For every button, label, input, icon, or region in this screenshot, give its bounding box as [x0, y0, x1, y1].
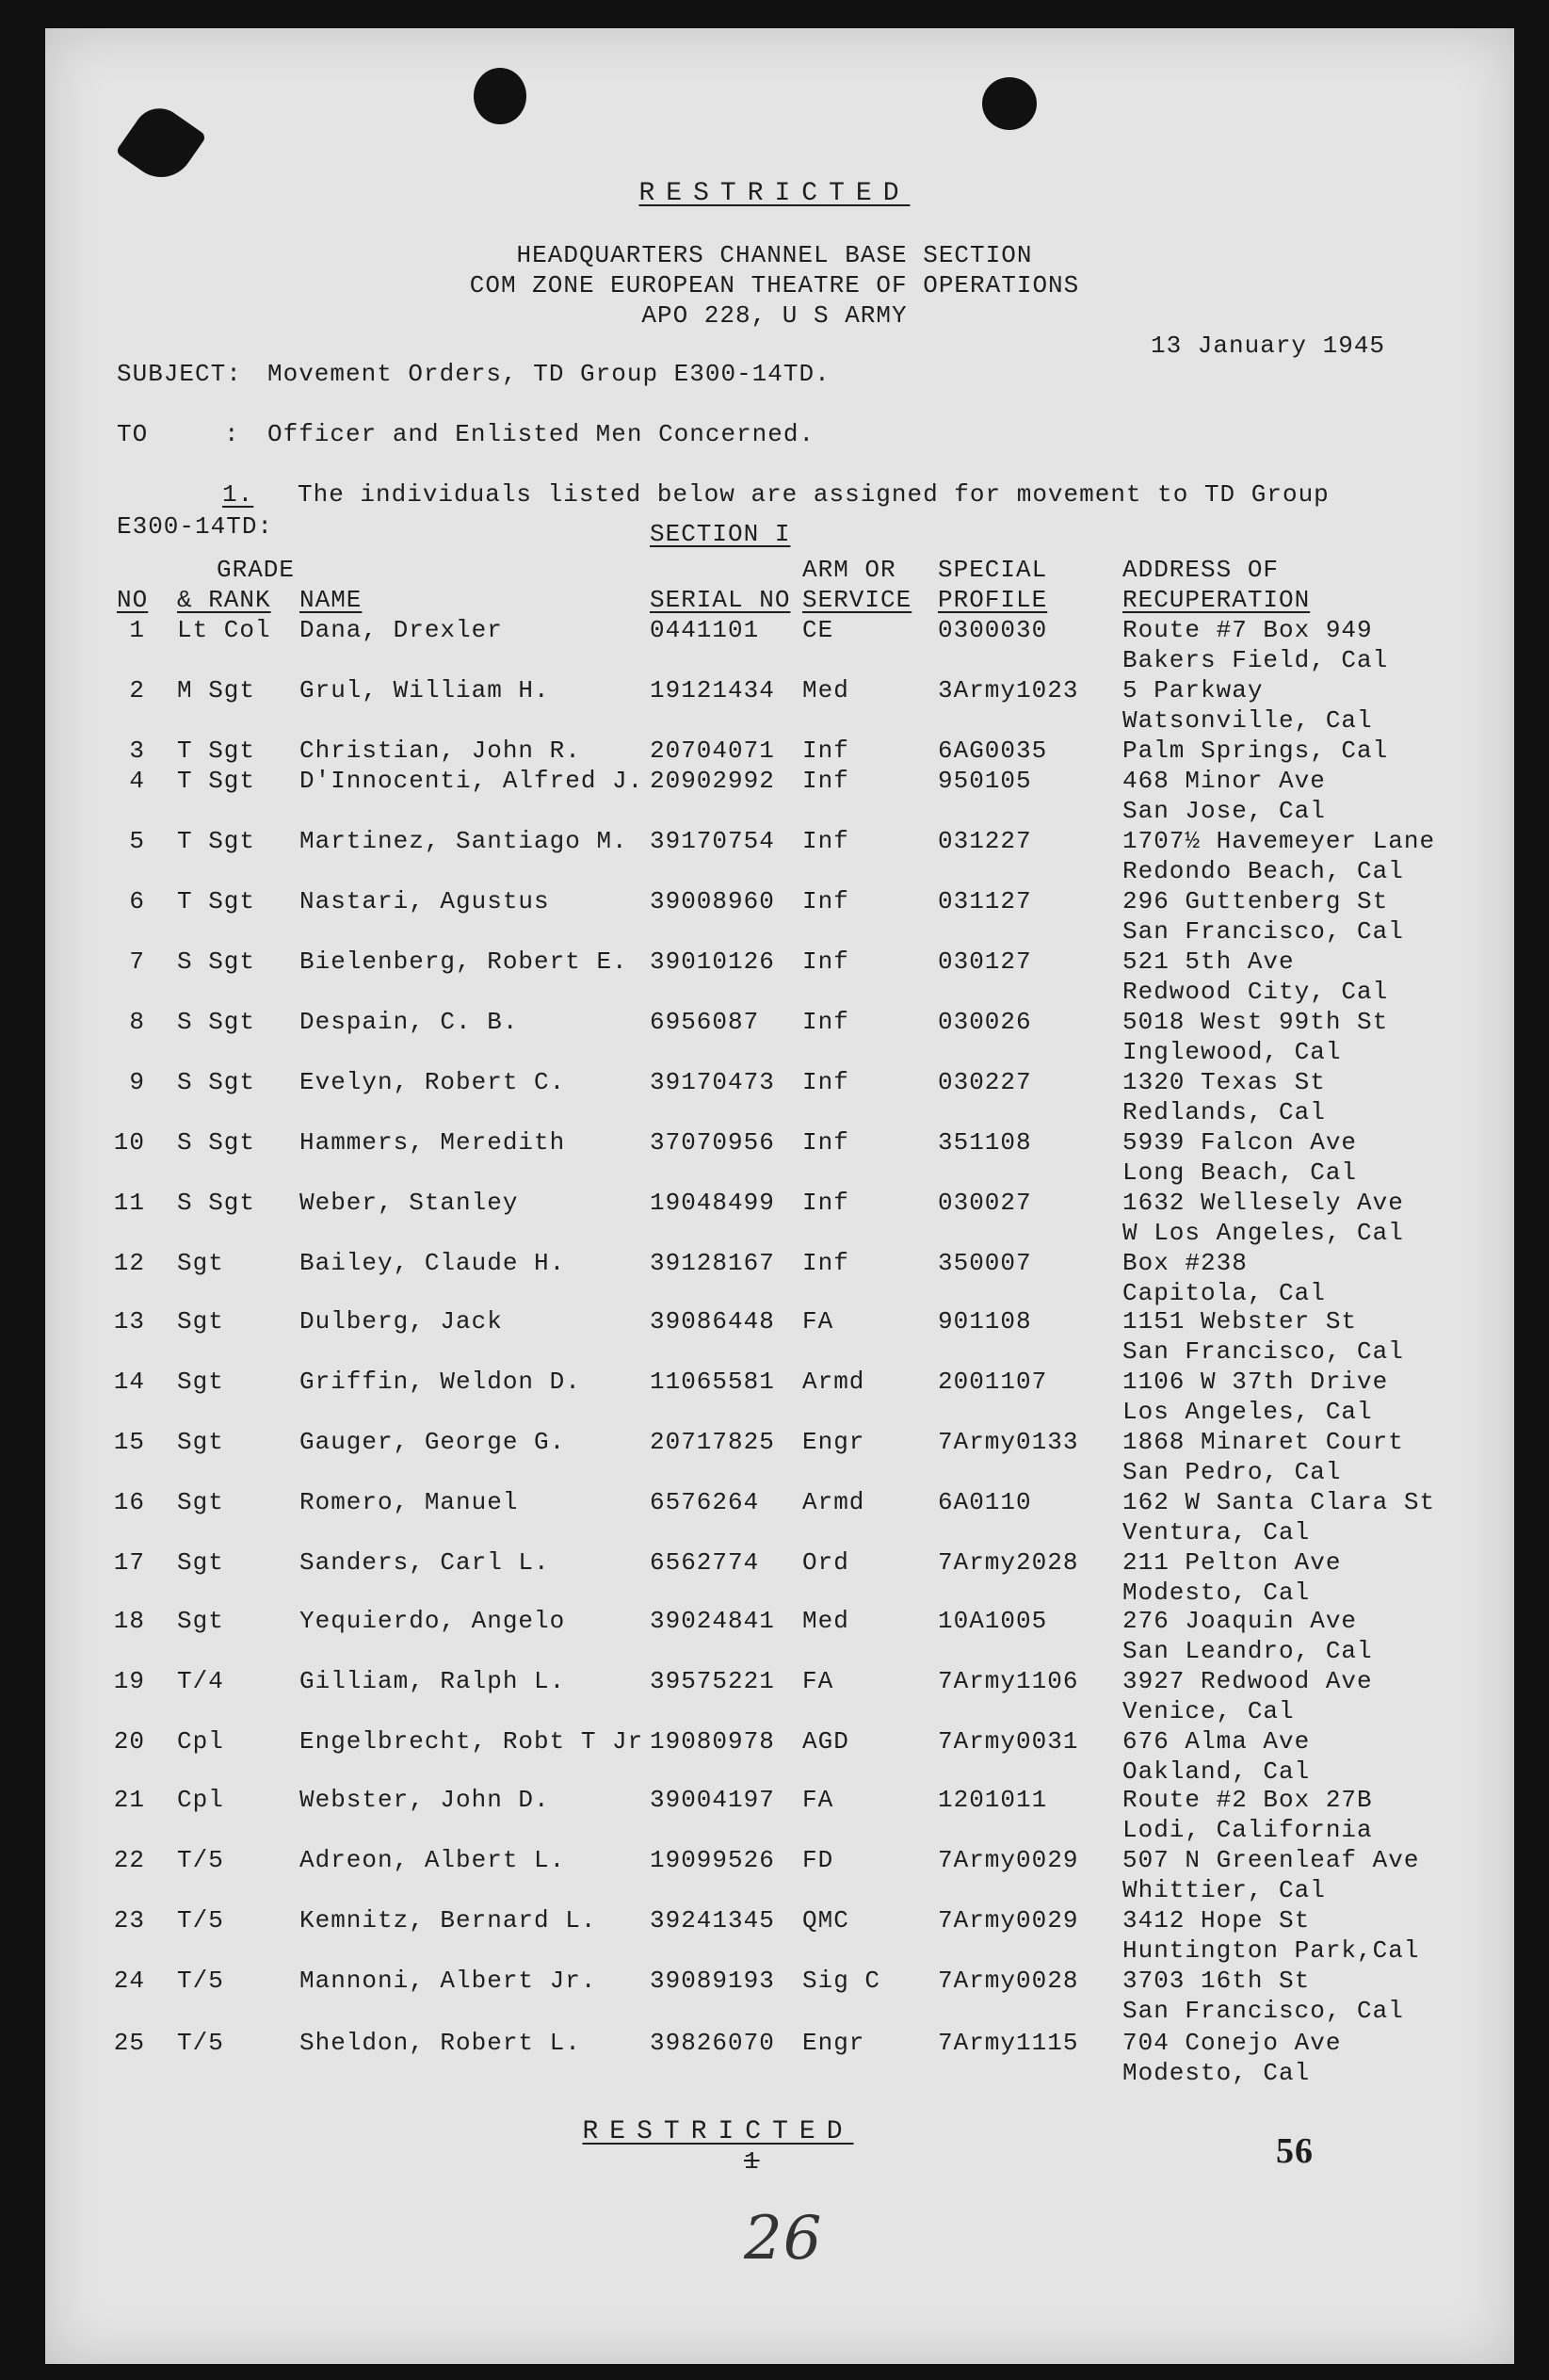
- cell-arm: Inf: [802, 767, 849, 795]
- cell-profile: 7Army0031: [938, 1727, 1079, 1756]
- cell-serial: 20704071: [650, 737, 775, 765]
- subject-label: SUBJECT:: [117, 360, 242, 388]
- paragraph-continuation: E300-14TD:: [117, 512, 274, 541]
- cell-arm: Inf: [802, 1189, 849, 1217]
- cell-no: 3: [129, 737, 145, 765]
- cell-arm: Inf: [802, 947, 849, 976]
- cell-serial: 39241345: [650, 1906, 775, 1935]
- cell-profile: 7Army0028: [938, 1967, 1079, 1995]
- cell-grade: Sgt: [177, 1607, 224, 1635]
- cell-name: Bailey, Claude H.: [299, 1249, 566, 1277]
- cell-grade: T/5: [177, 2029, 224, 2057]
- header-serial: SERIAL NO: [650, 586, 791, 614]
- header-name: NAME: [299, 586, 363, 614]
- cell-address-line2: San Pedro, Cal: [1122, 1458, 1342, 1486]
- cell-profile: 7Army0029: [938, 1846, 1079, 1874]
- cell-arm: Engr: [802, 2029, 865, 2057]
- cell-profile: 6A0110: [938, 1488, 1032, 1516]
- cell-grade: T Sgt: [177, 767, 256, 795]
- cell-address-line1: 1320 Texas St: [1122, 1068, 1326, 1096]
- cell-address-line2: Redlands, Cal: [1122, 1098, 1326, 1126]
- paragraph-text: The individuals listed below are assigned for movement to TD Group: [298, 480, 1330, 509]
- cell-address-line2: Bakers Field, Cal: [1122, 646, 1389, 674]
- cell-arm: Engr: [802, 1428, 865, 1456]
- paragraph-number: 1.: [222, 480, 254, 509]
- cell-arm: Inf: [802, 887, 849, 915]
- cell-profile: 6AG0035: [938, 737, 1048, 765]
- cell-no: 9: [129, 1068, 145, 1096]
- header-arm-1: ARM OR: [802, 556, 896, 584]
- cell-profile: 901108: [938, 1307, 1032, 1336]
- cell-address-line2: San Francisco, Cal: [1122, 1997, 1404, 2025]
- cell-address-line1: 276 Joaquin Ave: [1122, 1607, 1358, 1635]
- cell-serial: 39086448: [650, 1307, 775, 1336]
- cell-address-line2: San Francisco, Cal: [1122, 1337, 1404, 1366]
- cell-address-line2: San Leandro, Cal: [1122, 1637, 1373, 1665]
- cell-profile: 031127: [938, 887, 1032, 915]
- cell-arm: Ord: [802, 1548, 849, 1577]
- cell-no: 5: [129, 827, 145, 855]
- cell-arm: AGD: [802, 1727, 849, 1756]
- header-no: NO: [117, 586, 149, 614]
- cell-address-line2: W Los Angeles, Cal: [1122, 1219, 1404, 1247]
- org-line-2: COM ZONE EUROPEAN THEATRE OF OPERATIONS: [469, 271, 1080, 300]
- cell-grade: T/5: [177, 1846, 224, 1874]
- cell-address-line1: 676 Alma Ave: [1122, 1727, 1311, 1756]
- cell-address-line1: 211 Pelton Ave: [1122, 1548, 1342, 1577]
- cell-arm: Sig C: [802, 1967, 881, 1995]
- cell-serial: 19048499: [650, 1189, 775, 1217]
- cell-grade: S Sgt: [177, 1068, 256, 1096]
- cell-grade: Sgt: [177, 1428, 224, 1456]
- page-mark: 1: [744, 2147, 760, 2176]
- to-colon: :: [224, 420, 240, 448]
- cell-name: Sheldon, Robert L.: [299, 2029, 581, 2057]
- cell-serial: 39575221: [650, 1667, 775, 1695]
- cell-address-line1: 521 5th Ave: [1122, 947, 1295, 976]
- cell-no: 11: [113, 1189, 145, 1217]
- org-line-1: HEADQUARTERS CHANNEL BASE SECTION: [516, 241, 1033, 269]
- cell-address-line2: Lodi, California: [1122, 1816, 1373, 1844]
- document-date: 13 January 1945: [1151, 332, 1386, 360]
- cell-name: Despain, C. B.: [299, 1008, 519, 1036]
- header-address-1: ADDRESS OF: [1122, 556, 1280, 584]
- cell-profile: 7Army0029: [938, 1906, 1079, 1935]
- cell-address-line2: Inglewood, Cal: [1122, 1038, 1342, 1066]
- cell-grade: S Sgt: [177, 947, 256, 976]
- cell-no: 17: [113, 1548, 145, 1577]
- cell-arm: FA: [802, 1307, 834, 1336]
- cell-arm: Armd: [802, 1368, 865, 1396]
- cell-no: 23: [113, 1906, 145, 1935]
- cell-address-line1: 296 Guttenberg St: [1122, 887, 1389, 915]
- cell-address-line1: 3703 16th St: [1122, 1967, 1311, 1995]
- cell-address-line2: Redwood City, Cal: [1122, 978, 1389, 1006]
- cell-address-line1: 704 Conejo Ave: [1122, 2029, 1342, 2057]
- cell-arm: QMC: [802, 1906, 849, 1935]
- cell-profile: 0300030: [938, 616, 1048, 644]
- cell-grade: M Sgt: [177, 676, 256, 704]
- cell-profile: 351108: [938, 1128, 1032, 1157]
- header-arm-2: SERVICE: [802, 586, 912, 614]
- cell-serial: 39004197: [650, 1786, 775, 1814]
- cell-arm: Med: [802, 676, 849, 704]
- cell-serial: 6576264: [650, 1488, 760, 1516]
- org-line-3: APO 228, U S ARMY: [641, 301, 908, 330]
- cell-arm: Inf: [802, 1249, 849, 1277]
- cell-no: 13: [113, 1307, 145, 1336]
- cell-name: Webster, John D.: [299, 1786, 550, 1814]
- cell-no: 6: [129, 887, 145, 915]
- cell-grade: S Sgt: [177, 1128, 256, 1157]
- cell-profile: 030027: [938, 1189, 1032, 1217]
- header-grade-1: GRADE: [217, 556, 296, 584]
- cell-arm: FA: [802, 1786, 834, 1814]
- cell-grade: S Sgt: [177, 1008, 256, 1036]
- cell-arm: Inf: [802, 737, 849, 765]
- cell-name: Griffin, Weldon D.: [299, 1368, 581, 1396]
- cell-address-line2: Whittier, Cal: [1122, 1876, 1326, 1904]
- cell-serial: 6956087: [650, 1008, 760, 1036]
- cell-no: 20: [113, 1727, 145, 1756]
- to-label: TO: [117, 420, 149, 448]
- cell-address-line2: Venice, Cal: [1122, 1697, 1295, 1725]
- cell-name: Evelyn, Robert C.: [299, 1068, 566, 1096]
- cell-arm: Inf: [802, 827, 849, 855]
- classification-bottom: RESTRICTED: [582, 2117, 854, 2146]
- cell-no: 7: [129, 947, 145, 976]
- cell-name: Romero, Manuel: [299, 1488, 519, 1516]
- cell-no: 25: [113, 2029, 145, 2057]
- cell-grade: Sgt: [177, 1249, 224, 1277]
- cell-serial: 39170754: [650, 827, 775, 855]
- cell-no: 15: [113, 1428, 145, 1456]
- cell-address-line1: Route #7 Box 949: [1122, 616, 1373, 644]
- cell-name: Engelbrecht, Robt T Jr: [299, 1727, 644, 1756]
- cell-name: Christian, John R.: [299, 737, 581, 765]
- cell-arm: CE: [802, 616, 834, 644]
- cell-serial: 11065581: [650, 1368, 775, 1396]
- cell-grade: T Sgt: [177, 737, 256, 765]
- cell-profile: 1201011: [938, 1786, 1048, 1814]
- cell-no: 19: [113, 1667, 145, 1695]
- cell-name: Gauger, George G.: [299, 1428, 566, 1456]
- cell-profile: 2001107: [938, 1368, 1048, 1396]
- torn-corner: [115, 98, 206, 189]
- header-profile-1: SPECIAL: [938, 556, 1048, 584]
- cell-name: Adreon, Albert L.: [299, 1846, 566, 1874]
- cell-grade: T Sgt: [177, 827, 256, 855]
- cell-name: Grul, William H.: [299, 676, 550, 704]
- cell-address-line2: Long Beach, Cal: [1122, 1158, 1358, 1187]
- cell-profile: 7Army1106: [938, 1667, 1079, 1695]
- cell-address-line1: 1632 Wellesely Ave: [1122, 1189, 1404, 1217]
- cell-grade: Cpl: [177, 1786, 224, 1814]
- cell-address-line2: San Francisco, Cal: [1122, 917, 1404, 946]
- cell-no: 8: [129, 1008, 145, 1036]
- cell-serial: 39170473: [650, 1068, 775, 1096]
- cell-grade: Sgt: [177, 1368, 224, 1396]
- cell-no: 14: [113, 1368, 145, 1396]
- cell-grade: Sgt: [177, 1548, 224, 1577]
- cell-address-line1: 5 Parkway: [1122, 676, 1264, 704]
- cell-profile: 7Army0133: [938, 1428, 1079, 1456]
- cell-serial: 19080978: [650, 1727, 775, 1756]
- cell-profile: 7Army1115: [938, 2029, 1079, 2057]
- cell-arm: Med: [802, 1607, 849, 1635]
- cell-address-line1: Box #238: [1122, 1249, 1248, 1277]
- cell-address-line2: Oakland, Cal: [1122, 1757, 1311, 1786]
- cell-address-line2: Modesto, Cal: [1122, 2059, 1311, 2087]
- cell-address-line1: 3412 Hope St: [1122, 1906, 1311, 1935]
- cell-no: 18: [113, 1607, 145, 1635]
- cell-no: 12: [113, 1249, 145, 1277]
- cell-name: Kemnitz, Bernard L.: [299, 1906, 597, 1935]
- cell-profile: 7Army2028: [938, 1548, 1079, 1577]
- cell-name: Dana, Drexler: [299, 616, 503, 644]
- section-title: SECTION I: [650, 520, 791, 548]
- cell-address-line1: 1707½ Havemeyer Lane: [1122, 827, 1436, 855]
- cell-grade: T/4: [177, 1667, 224, 1695]
- cell-serial: 37070956: [650, 1128, 775, 1157]
- cell-profile: 031227: [938, 827, 1032, 855]
- cell-address-line1: Route #2 Box 27B: [1122, 1786, 1373, 1814]
- cell-address-line2: Ventura, Cal: [1122, 1518, 1311, 1546]
- cell-address-line2: Watsonville, Cal: [1122, 706, 1373, 735]
- cell-name: Sanders, Carl L.: [299, 1548, 550, 1577]
- header-address-2: RECUPERATION: [1122, 586, 1311, 614]
- cell-address-line2: Los Angeles, Cal: [1122, 1398, 1373, 1426]
- cell-serial: 6562774: [650, 1548, 760, 1577]
- cell-name: Dulberg, Jack: [299, 1307, 503, 1336]
- cell-serial: 39008960: [650, 887, 775, 915]
- cell-name: Yequierdo, Angelo: [299, 1607, 566, 1635]
- cell-profile: 3Army1023: [938, 676, 1079, 704]
- cell-serial: 39089193: [650, 1967, 775, 1995]
- cell-grade: Sgt: [177, 1488, 224, 1516]
- cell-address-line2: Redondo Beach, Cal: [1122, 857, 1404, 885]
- cell-serial: 19099526: [650, 1846, 775, 1874]
- cell-profile: 030127: [938, 947, 1032, 976]
- cell-grade: T/5: [177, 1906, 224, 1935]
- cell-arm: FA: [802, 1667, 834, 1695]
- cell-address-line1: 5018 West 99th St: [1122, 1008, 1389, 1036]
- cell-arm: Inf: [802, 1068, 849, 1096]
- cell-serial: 39128167: [650, 1249, 775, 1277]
- cell-address-line1: 1151 Webster St: [1122, 1307, 1358, 1336]
- cell-serial: 39010126: [650, 947, 775, 976]
- stamped-page-number: 56: [1276, 2131, 1314, 2171]
- cell-serial: 39024841: [650, 1607, 775, 1635]
- cell-address-line1: 507 N Greenleaf Ave: [1122, 1846, 1420, 1874]
- cell-no: 24: [113, 1967, 145, 1995]
- cell-address-line1: 162 W Santa Clara St: [1122, 1488, 1436, 1516]
- to-text: Officer and Enlisted Men Concerned.: [267, 420, 815, 448]
- handwritten-number: 26: [744, 2204, 823, 2274]
- cell-no: 22: [113, 1846, 145, 1874]
- cell-no: 21: [113, 1786, 145, 1814]
- cell-no: 2: [129, 676, 145, 704]
- punch-hole-right: [982, 77, 1037, 130]
- cell-arm: Armd: [802, 1488, 865, 1516]
- cell-name: Nastari, Agustus: [299, 887, 550, 915]
- cell-name: Bielenberg, Robert E.: [299, 947, 628, 976]
- cell-address-line1: 468 Minor Ave: [1122, 767, 1326, 795]
- cell-address-line2: Capitola, Cal: [1122, 1279, 1326, 1307]
- punch-hole-left: [474, 68, 526, 124]
- cell-serial: 20717825: [650, 1428, 775, 1456]
- cell-name: Martinez, Santiago M.: [299, 827, 628, 855]
- cell-grade: Lt Col: [177, 616, 271, 644]
- cell-serial: 19121434: [650, 676, 775, 704]
- cell-name: Weber, Stanley: [299, 1189, 519, 1217]
- cell-profile: 950105: [938, 767, 1032, 795]
- cell-arm: Inf: [802, 1128, 849, 1157]
- cell-name: Hammers, Meredith: [299, 1128, 566, 1157]
- cell-address-line1: 1106 W 37th Drive: [1122, 1368, 1389, 1396]
- cell-grade: S Sgt: [177, 1189, 256, 1217]
- cell-profile: 350007: [938, 1249, 1032, 1277]
- cell-serial: 39826070: [650, 2029, 775, 2057]
- cell-grade: Cpl: [177, 1727, 224, 1756]
- cell-address-line1: 5939 Falcon Ave: [1122, 1128, 1358, 1157]
- header-grade-2: & RANK: [177, 586, 271, 614]
- cell-grade: T Sgt: [177, 887, 256, 915]
- cell-grade: T/5: [177, 1967, 224, 1995]
- cell-profile: 030026: [938, 1008, 1032, 1036]
- cell-arm: Inf: [802, 1008, 849, 1036]
- cell-no: 1: [129, 616, 145, 644]
- cell-grade: Sgt: [177, 1307, 224, 1336]
- cell-serial: 0441101: [650, 616, 760, 644]
- cell-profile: 10A1005: [938, 1607, 1048, 1635]
- cell-no: 4: [129, 767, 145, 795]
- cell-address-line2: San Jose, Cal: [1122, 797, 1326, 825]
- cell-name: Gilliam, Ralph L.: [299, 1667, 566, 1695]
- cell-address-line2: Modesto, Cal: [1122, 1579, 1311, 1607]
- classification-top: RESTRICTED: [638, 179, 911, 208]
- cell-name: D'Innocenti, Alfred J.: [299, 767, 644, 795]
- header-profile-2: PROFILE: [938, 586, 1048, 614]
- cell-serial: 20902992: [650, 767, 775, 795]
- cell-address-line2: Huntington Park,Cal: [1122, 1936, 1420, 1965]
- subject-text: Movement Orders, TD Group E300-14TD.: [267, 360, 831, 388]
- cell-address-line1: 3927 Redwood Ave: [1122, 1667, 1373, 1695]
- cell-arm: FD: [802, 1846, 834, 1874]
- cell-address-line1: Palm Springs, Cal: [1122, 737, 1389, 765]
- cell-no: 10: [113, 1128, 145, 1157]
- cell-profile: 030227: [938, 1068, 1032, 1096]
- cell-name: Mannoni, Albert Jr.: [299, 1967, 597, 1995]
- cell-address-line1: 1868 Minaret Court: [1122, 1428, 1404, 1456]
- cell-no: 16: [113, 1488, 145, 1516]
